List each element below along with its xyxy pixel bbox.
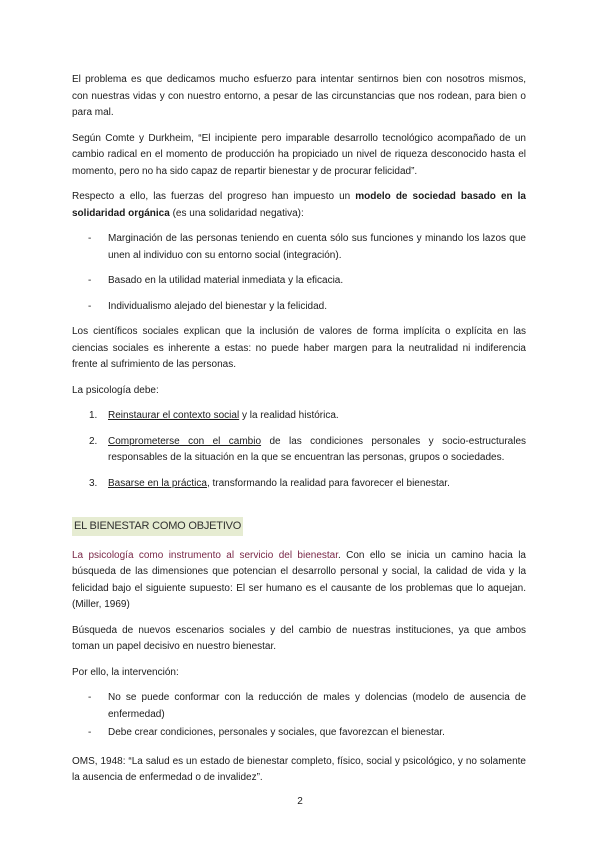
paragraph-progreso-intro: Respecto a ello, las fuerzas del progreso han impuesto un <box>72 191 356 202</box>
paragraph-escenarios: Búsqueda de nuevos escenarios sociales y del cambio de nuestras instituciones, ya que ambos toman un papel decisivo en nuestro bienestar. <box>72 624 526 652</box>
paragraph-oms: OMS, 1948: “La salud es un estado de bienestar completo, físico, social y psicológico, y no solamente la ausencia de enfermedad o de invalidez”. <box>72 755 526 783</box>
list-item: - Debe crear condiciones, personales y sociales, que favorezcan el bienestar. <box>72 725 526 742</box>
list-item-text: , transformando la realidad para favorecer el bienestar. <box>206 477 450 489</box>
list-item <box>72 434 526 467</box>
paragraph-psicologia-debe: La psicología debe: <box>72 384 159 396</box>
paragraph-progreso <box>72 189 526 222</box>
paragraph-progreso-end: (es una solidaridad negativa): <box>169 207 304 219</box>
list-item: - Marginación de las personas teniendo en cuenta sólo sus funciones y minando los lazos que unen al individuo con su entorno social (integración). <box>72 231 526 264</box>
list-number: 2. <box>89 435 98 447</box>
list-item: - Individualismo alejado del bienestar y la felicidad. <box>72 299 526 316</box>
list-intervencion <box>72 690 526 742</box>
underlined-text: Reinstaurar el contexto social <box>108 410 240 421</box>
paragraph-problema: El problema es que dedicamos mucho esfuerzo para intentar sentirnos bien con nosotros mismos, con nuestras vidas y con nuestro entorno, a pesar de las circunstancias que nos rodean, para bien o para mal. <box>72 74 526 118</box>
paragraph-bienestar <box>72 548 526 614</box>
list-number: 1. <box>89 410 98 421</box>
page-number: 2 <box>297 796 303 807</box>
list-item: - No se puede conformar con la reducción de males y dolencias (modelo de ausencia de enfermedad) <box>72 690 526 723</box>
underlined-text: Basarse en la práctica <box>108 477 207 489</box>
paragraph-intervencion: Por ello, la intervención: <box>72 666 179 678</box>
list-item-text: de las condiciones personales y socio-estructurales responsables de la situación en la que se encuentran las personas, grupos o sociedades. <box>108 435 527 463</box>
list-item: - Basado en la utilidad material inmediata y la eficacia. <box>72 273 526 290</box>
paragraph-comte-durkheim: Según Comte y Durkheim, “El incipiente pero imparable desarrollo tecnológico acompañado de un cambio radical en el momento de producción ha propiciado un nivel de riqueza desconocido hasta el momento, pero no ha sido capaz de repartir bienestar y de procurar felicidad”. <box>72 132 526 177</box>
accent-text: La psicología como instrumento al servicio del bienestar <box>72 549 338 561</box>
document-page <box>72 72 526 796</box>
list-item <box>72 408 526 425</box>
paragraph-bienestar-rest: . Con ello se inicia un camino hacia la búsqueda de las dimensiones que potencian el desarrollo personal y social, la calidad de vida y la felicidad bajo el siguiente supuesto: El ser humano es el causante de los problemas que lo aquejan. (Miller, 1969) <box>72 549 526 610</box>
paragraph-cientificos-sociales: Los científicos sociales explican que la inclusión de valores de forma implícita o explícita en las ciencias sociales es inherente a estas: no puede haber margen para la neutralidad ni indiferencia frente al sufrimiento de las personas. <box>72 326 526 370</box>
underlined-text: Comprometerse con el cambio <box>108 435 262 447</box>
list-progreso <box>72 231 526 315</box>
list-item-text: y la realidad histórica. <box>239 410 339 421</box>
list-item <box>72 476 526 493</box>
list-psicologia <box>72 408 526 492</box>
section-heading: EL BIENESTAR COMO OBJETIVO <box>72 517 243 536</box>
bold-modelo-sociedad: modelo de sociedad basado en la solidaridad orgánica <box>72 191 526 219</box>
list-number: 3. <box>89 477 98 489</box>
